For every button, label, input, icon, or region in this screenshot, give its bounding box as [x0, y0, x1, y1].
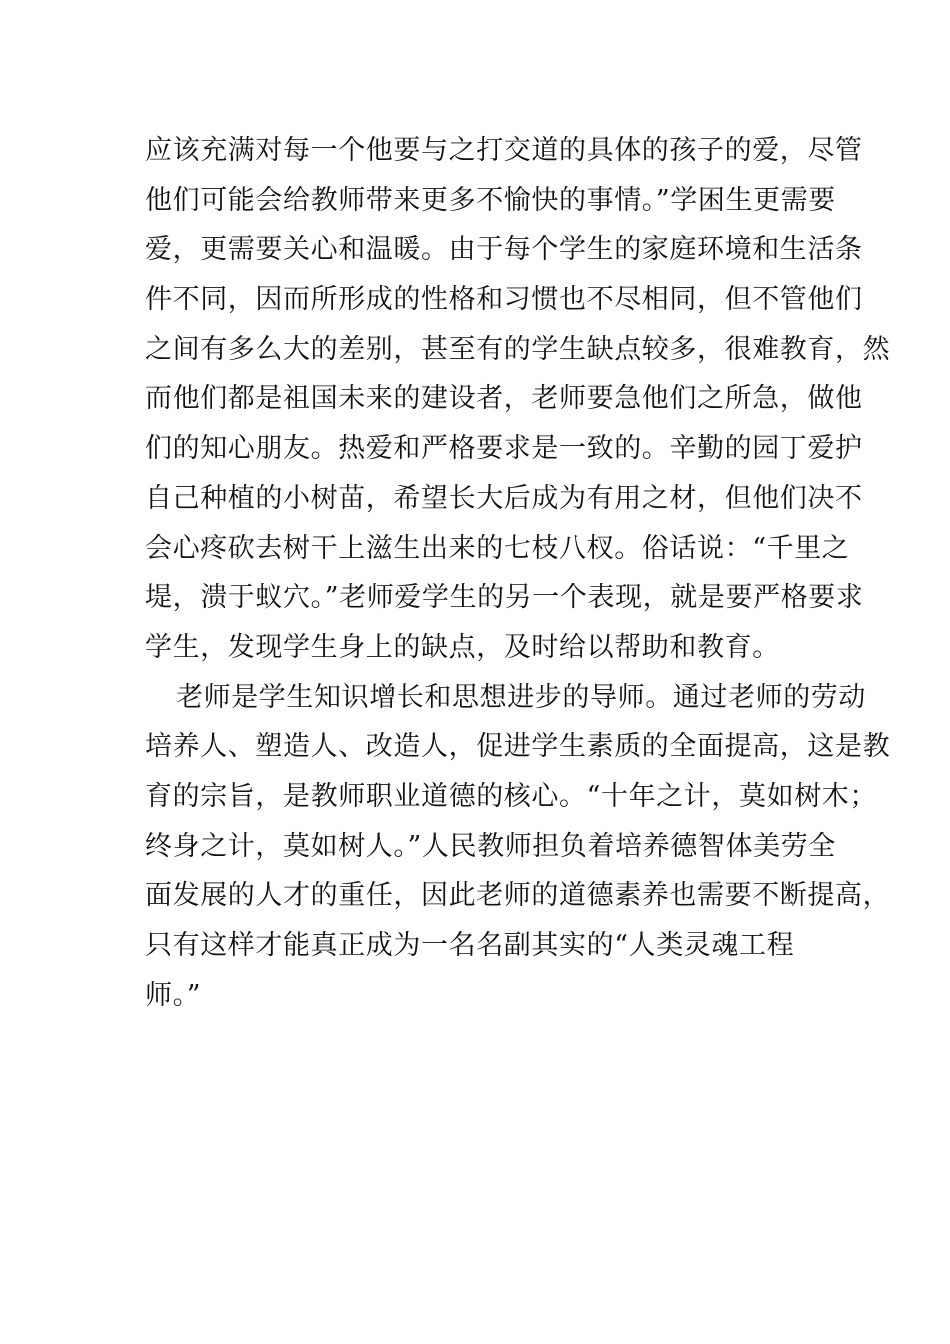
paragraph-line: 终身之计，莫如树人。”人民教师担负着培养德智体美劳全: [145, 830, 836, 862]
paragraph-line: 应该充满对每一个他要与之打交道的具体的孩子的爱，尽管: [145, 135, 863, 166]
paragraph-line: 之间有多么大的差别，甚至有的学生缺点较多，很难教育，然: [145, 333, 891, 365]
paragraph-line: 爱，更需要关心和温暖。由于每个学生的家庭环境和生活条: [145, 234, 863, 266]
paragraph-line: 培养人、塑造人、改造人，促进学生素质的全面提高，这是教: [145, 731, 891, 763]
paragraph-1: [145, 126, 891, 673]
paragraph-2: [145, 673, 891, 1021]
paragraph-line: 们的知心朋友。热爱和严格要求是一致的。辛勤的园丁爱护: [145, 433, 863, 465]
paragraph-line: 件不同，因而所形成的性格和习惯也不尽相同，但不管他们: [145, 284, 863, 316]
paragraph-line: 自己种植的小树苗，希望长大后成为有用之材，但他们决不: [145, 482, 863, 514]
paragraph-line: 学生，发现学生身上的缺点，及时给以帮助和教育。: [145, 631, 780, 663]
paragraph-line: 面发展的人才的重任，因此老师的道德素养也需要不断提高，: [145, 880, 891, 912]
paragraph-line: 而他们都是祖国未来的建设者，老师要急他们之所急，做他: [145, 383, 863, 415]
paragraph-line: 他们可能会给教师带来更多不愉快的事情。”学困生更需要: [145, 184, 836, 216]
paragraph-line: 只有这样才能真正成为一名名副其实的“人类灵魂工程: [145, 930, 795, 961]
paragraph-line: 会心疼砍去树干上滋生出来的七枝八杈。俗话说：“千里之: [145, 532, 850, 564]
paragraph-line: 堤，溃于蚁穴。”老师爱学生的另一个表现，就是要严格要求: [145, 582, 864, 614]
paragraph-line: 老师是学生知识增长和思想进步的导师。通过老师的劳动: [176, 681, 866, 713]
paragraph-line: 师。”: [145, 979, 202, 1011]
document-body: [145, 126, 891, 1020]
paragraph-line: 育的宗旨，是教师职业道德的核心。“十年之计，莫如树木；: [145, 780, 878, 812]
